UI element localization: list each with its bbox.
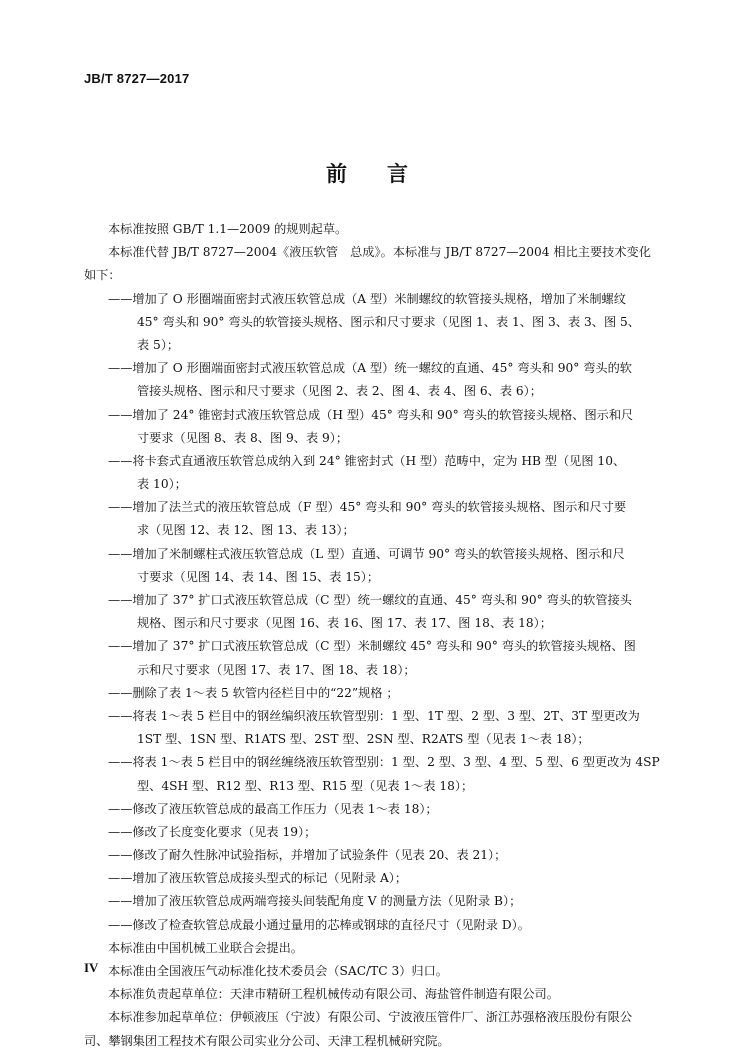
text-line: 表 5）； xyxy=(137,337,180,352)
text-line: 求（见图 12、表 12、图 13、表 13）； xyxy=(137,523,355,538)
text-line: ——增加了 O 形圈端面密封式液压软管总成（A 型）米制螺纹的软管接头规格，增加了米制螺纹 xyxy=(108,291,626,306)
text-line: 本标准代替 JB/T 8727—2004《液压软管 总成》。本标准与 JB/T 8727—2004 相比主要技术变化 xyxy=(108,245,651,260)
text-line: 示和尺寸要求（见图 17、表 17、图 18、表 18）； xyxy=(137,662,416,677)
text-line: 管接头规格、图示和尺寸要求（见图 2、表 2、图 4、表 4、图 6、表 6）； xyxy=(137,384,542,399)
text-line: 规格、图示和尺寸要求（见图 16、表 16、图 17、表 17、图 18、表 18）； xyxy=(137,616,552,631)
text-line: 本标准负责起草单位：天津市精研工程机械传动有限公司、海盐管件制造有限公司。 xyxy=(108,987,559,1002)
text-line: ——增加了液压软管总成两端弯接头间装配角度 V 的测量方法（见附录 B）； xyxy=(108,894,522,909)
text-line: 如下： xyxy=(84,268,121,283)
title-char-1: 前 xyxy=(326,162,347,186)
text-line: ——将卡套式直通液压软管总成纳入到 24° 锥密封式（H 型）范畴中，定为 HB 型（见图 10、 xyxy=(108,453,626,468)
text-line: ——增加了法兰式的液压软管总成（F 型）45° 弯头和 90° 弯头的软管接头规格、图示和尺寸要 xyxy=(108,500,627,515)
text-line: ——修改了液压软管总成的最高工作压力（见表 1～表 18）； xyxy=(108,801,438,816)
text-line: ——修改了检查软管总成最小通过量用的芯棒或钢球的直径尺寸（见附录 D）。 xyxy=(108,917,530,932)
text-line: ——增加了 O 形圈端面密封式液压软管总成（A 型）统一螺纹的直通、45° 弯头和 90° 弯头的软 xyxy=(108,361,632,376)
text-line: ——修改了长度变化要求（见表 19）； xyxy=(108,824,317,839)
text-line: 本标准参加起草单位：伊顿液压（宁波）有限公司、宁波液压管件厂、浙江苏强格液压股份有限公 xyxy=(108,1010,633,1025)
text-line: ——将表 1～表 5 栏目中的钢丝编织液压软管型别：1 型、1T 型、2 型、3 型、2T、3T 型更改为 xyxy=(108,708,640,723)
text-line: ——将表 1～表 5 栏目中的钢丝缠绕液压软管型别：1 型、2 型、3 型、4 型、5 型、6 型更改为 4SP xyxy=(108,755,660,770)
text-line: 本标准按照 GB/T 1.1—2009 的规则起草。 xyxy=(108,222,348,236)
text-line: 表 10）； xyxy=(137,477,187,492)
page-number: IV xyxy=(84,960,99,975)
foreword-body xyxy=(84,218,664,1053)
document-id: JB/T 8727—2017 xyxy=(84,71,190,86)
text-line: 寸要求（见图 14、表 14、图 15、表 15）； xyxy=(137,569,380,584)
text-line: 本标准由全国液压气动标准化技术委员会（SAC/TC 3）归口。 xyxy=(108,964,448,978)
text-line: ——增加了 37° 扩口式液压软管总成（C 型）统一螺纹的直通、45° 弯头和 90° 弯头的软管接头 xyxy=(108,593,632,607)
text-line: ——增加了 24° 锥密封式液压软管总成（H 型）45° 弯头和 90° 弯头的软管接头规格、图示和尺 xyxy=(108,407,634,422)
title-char-2: 言 xyxy=(387,162,408,186)
text-line: ——增加了米制螺柱式液压软管总成（L 型）直通、可调节 90° 弯头的软管接头规格、图示和尺 xyxy=(108,546,625,561)
text-line: ——删除了表 1～表 5 软管内径栏目中的“22”规格 ； xyxy=(108,685,399,700)
text-line: 寸要求（见图 8、表 8、图 9、表 9）； xyxy=(137,430,349,445)
text-line: 1ST 型、1SN 型、R1ATS 型、2ST 型、2SN 型、R2ATS 型（见表 1～表 18）； xyxy=(137,732,590,747)
text-line: ——增加了液压软管总成接头型式的标记（见附录 A）； xyxy=(108,871,408,886)
text-line: 型、4SH 型、R12 型、R13 型、R15 型（见表 1～表 18）； xyxy=(137,778,474,793)
page-title xyxy=(0,158,734,188)
text-line: 司、攀钢集团工程技术有限公司实业分公司、天津工程机械研究院。 xyxy=(84,1033,450,1048)
text-line: ——修改了耐久性脉冲试验指标，并增加了试验条件（见表 20、表 21）； xyxy=(108,848,507,863)
text-line: 45° 弯头和 90° 弯头的软管接头规格、图示和尺寸要求（见图 1、表 1、图 3、表 3、图 5、 xyxy=(137,314,640,329)
text-line: 本标准由中国机械工业联合会提出。 xyxy=(108,940,303,955)
text-line: ——增加了 37° 扩口式液压软管总成（C 型）米制螺纹 45° 弯头和 90° 弯头的软管接头规格、图 xyxy=(108,639,636,654)
